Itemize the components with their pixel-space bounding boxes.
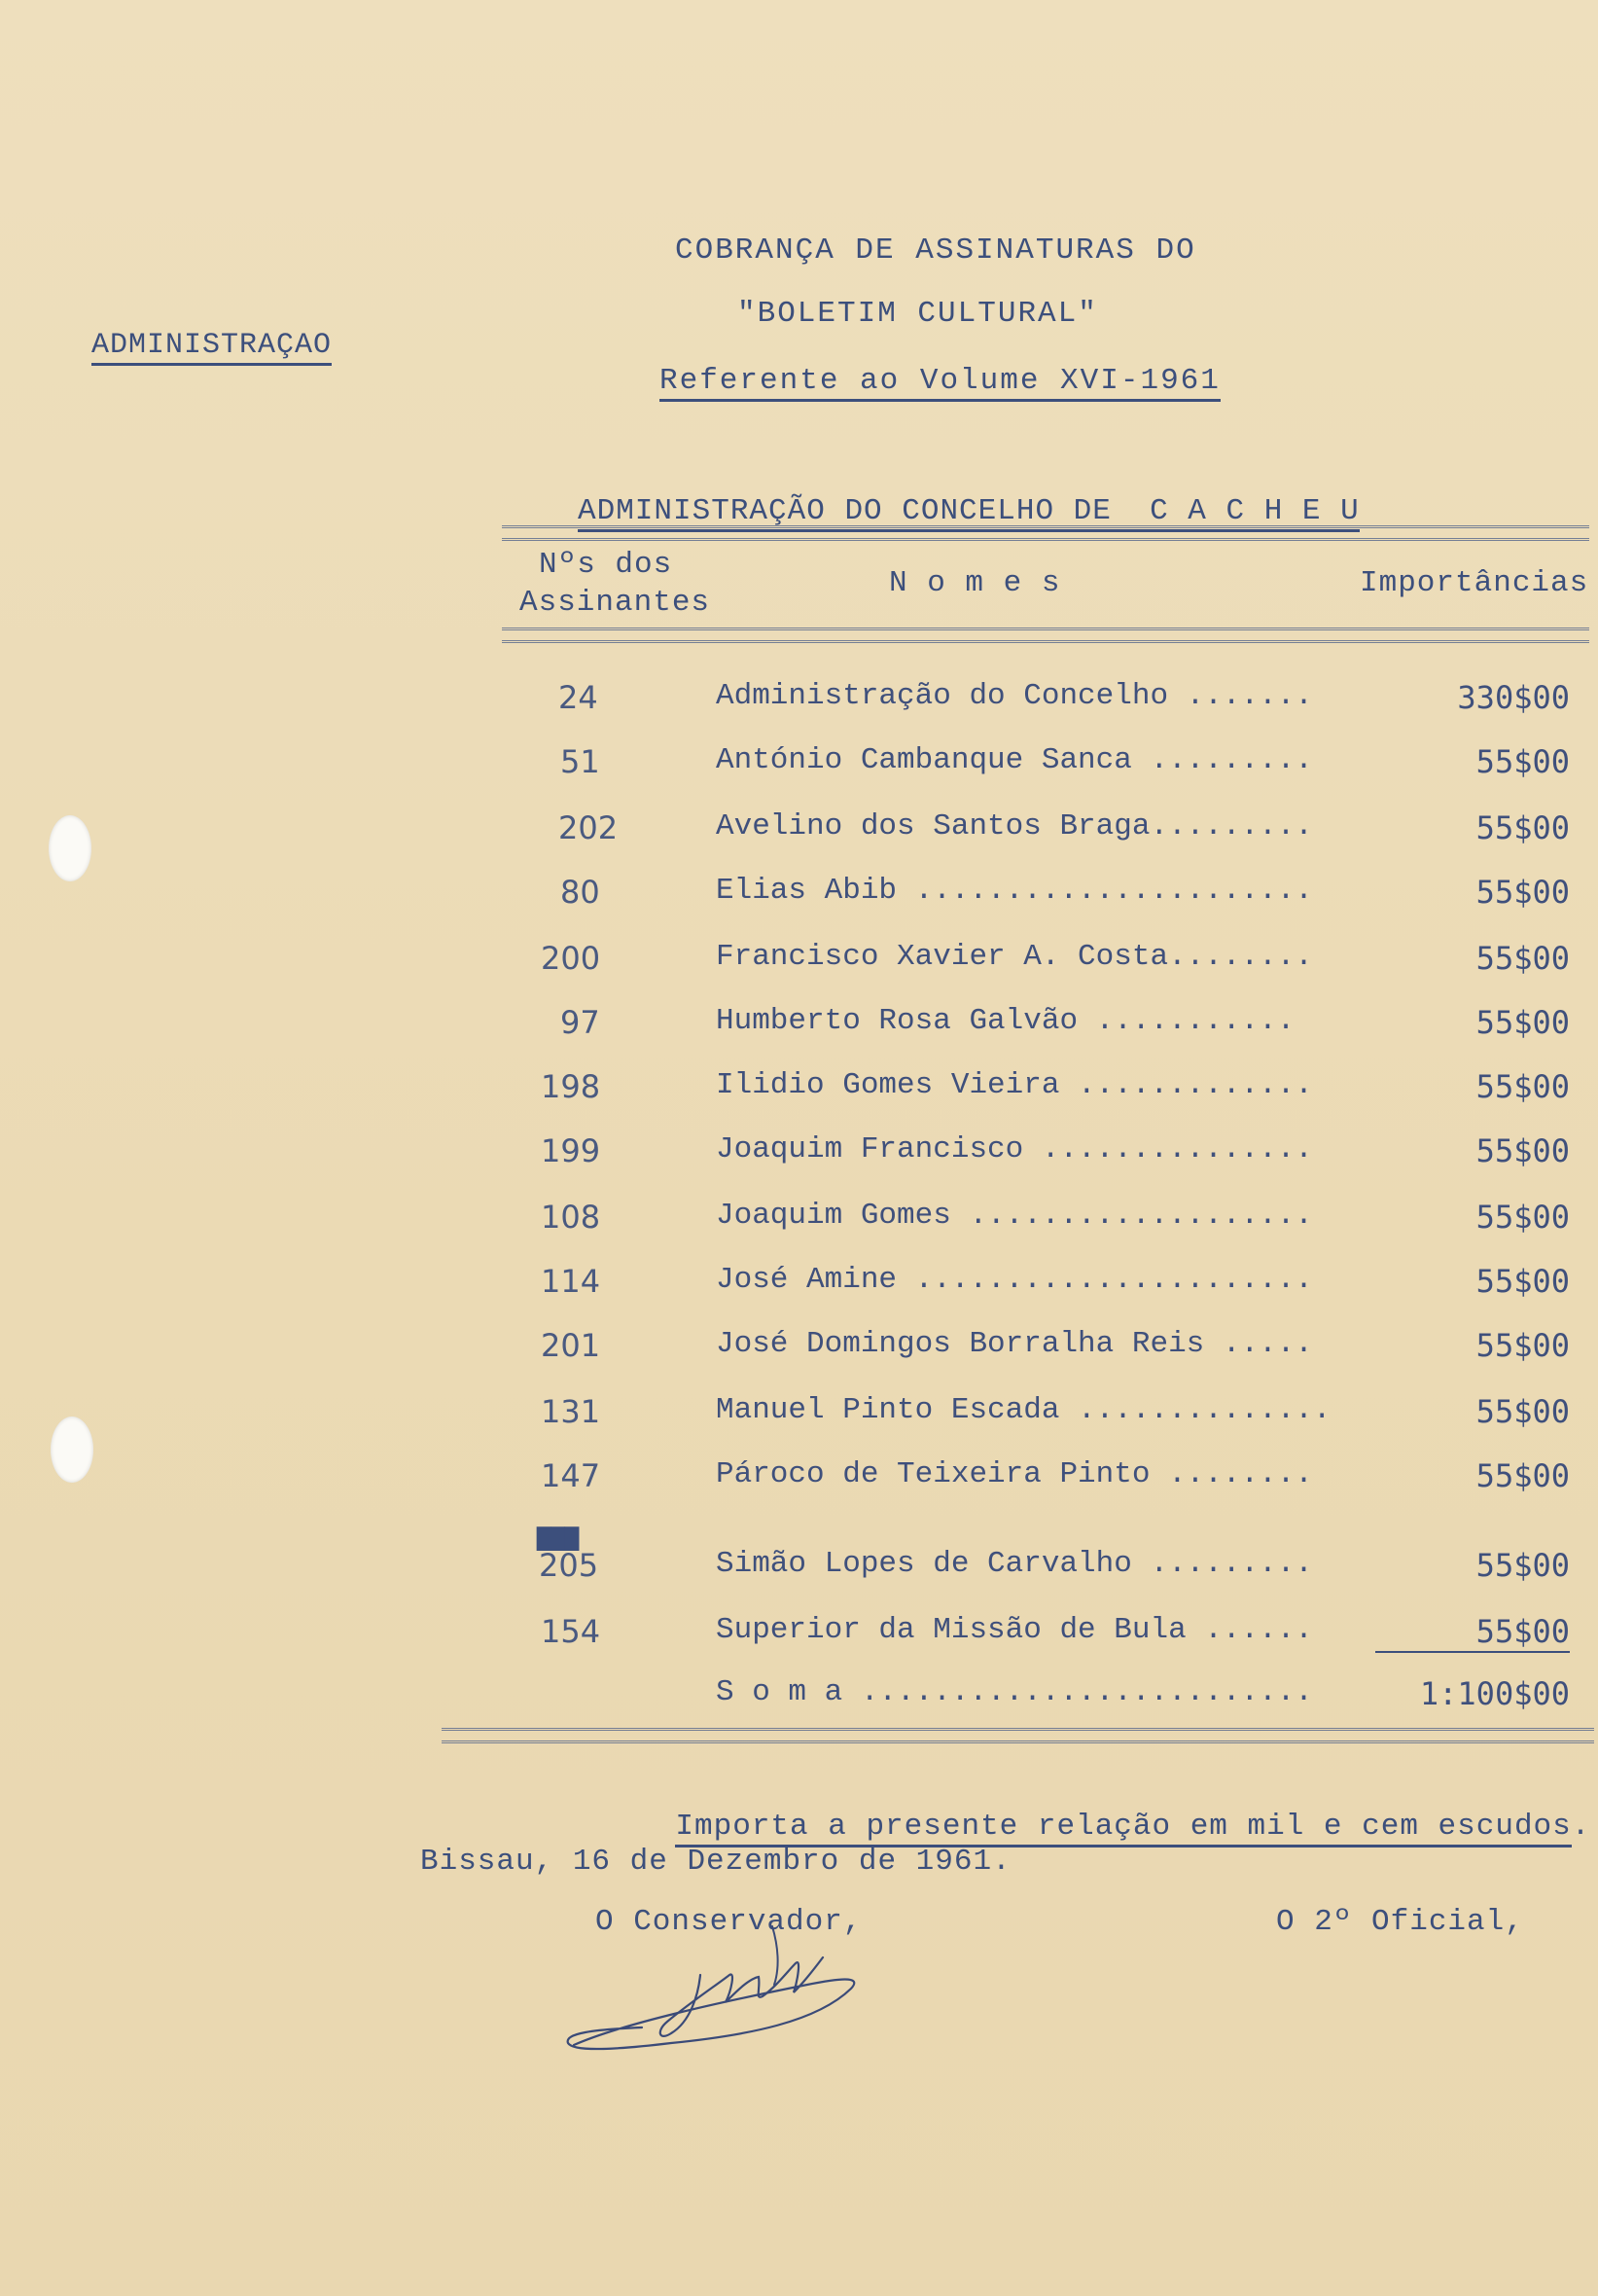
row-name: José Amine ...................... xyxy=(716,1263,1313,1297)
row-name: Ilidio Gomes Vieira ............. xyxy=(716,1068,1313,1102)
row-number: 199 xyxy=(541,1132,601,1169)
row-number: 200 xyxy=(541,940,601,977)
statement-period: . xyxy=(1571,1810,1591,1844)
column-header-number-2: Assinantes xyxy=(519,586,711,620)
row-number: 198 xyxy=(541,1068,601,1105)
row-name: Elias Abib ...................... xyxy=(716,874,1313,908)
title-line-2: "BOLETIM CULTURAL" xyxy=(737,297,1098,331)
signatory-left: O Conservador, xyxy=(595,1905,863,1939)
row-amount: 55$00 xyxy=(1375,1613,1570,1653)
sum-label: S o m a ......................... xyxy=(716,1675,1313,1709)
row-name: Pároco de Teixeira Pinto ........ xyxy=(716,1457,1313,1491)
row-number: 24 xyxy=(558,679,598,716)
row-number: 205 xyxy=(539,1547,599,1584)
row-name: Administração do Concelho ....... xyxy=(716,679,1313,713)
rule-top xyxy=(502,525,1589,541)
row-amount: 55$00 xyxy=(1475,1457,1570,1494)
row-amount: 55$00 xyxy=(1475,1132,1570,1169)
rule-header xyxy=(502,628,1589,643)
row-number: 202 xyxy=(558,809,619,846)
row-name: Superior da Missão de Bula ...... xyxy=(716,1613,1313,1647)
row-amount: 55$00 xyxy=(1475,1263,1570,1300)
row-number: 131 xyxy=(541,1393,601,1430)
row-name: Humberto Rosa Galvão ........... xyxy=(716,1004,1296,1038)
row-amount: 55$00 xyxy=(1475,940,1570,977)
row-amount: 330$00 xyxy=(1457,679,1570,716)
row-name: António Cambanque Sanca ......... xyxy=(716,743,1313,777)
row-name: Simão Lopes de Carvalho ......... xyxy=(716,1547,1313,1581)
column-header-number-1: Nºs dos xyxy=(539,548,673,582)
row-number: 108 xyxy=(541,1199,601,1236)
rule-bottom xyxy=(442,1728,1594,1743)
signature-stroke xyxy=(660,1957,823,2036)
column-header-names: N o m e s xyxy=(889,566,1061,600)
punch-hole-bottom xyxy=(51,1417,93,1483)
place-date: Bissau, 16 de Dezembro de 1961. xyxy=(420,1845,1012,1879)
punch-hole-top xyxy=(49,815,91,881)
column-header-amounts: Importâncias xyxy=(1360,566,1589,600)
row-amount: 55$00 xyxy=(1475,1004,1570,1041)
sum-amount: 1:100$00 xyxy=(1419,1675,1570,1712)
row-amount: 55$00 xyxy=(1475,874,1570,911)
title-line-1: COBRANÇA DE ASSINATURAS DO xyxy=(675,233,1196,268)
row-number: 147 xyxy=(541,1457,601,1494)
row-amount: 55$00 xyxy=(1475,809,1570,846)
row-amount: 55$00 xyxy=(1475,1547,1570,1584)
row-name: Avelino dos Santos Braga......... xyxy=(716,809,1313,843)
row-name: Manuel Pinto Escada .............. xyxy=(716,1393,1332,1427)
table-caption: ADMINISTRAÇÃO DO CONCELHO DE C A C H E U xyxy=(578,494,1360,532)
row-number: 51 xyxy=(560,743,600,780)
title-line-3: Referente ao Volume XVI-1961 xyxy=(659,364,1221,402)
handwritten-signature xyxy=(554,1907,875,2072)
administration-header: ADMINISTRAÇAO xyxy=(91,329,332,366)
row-name: Francisco Xavier A. Costa........ xyxy=(716,940,1313,974)
row-amount: 55$00 xyxy=(1475,1327,1570,1364)
row-name: Joaquim Gomes ................... xyxy=(716,1199,1313,1233)
row-amount: 55$00 xyxy=(1475,1393,1570,1430)
row-name: José Domingos Borralha Reis ..... xyxy=(716,1327,1313,1361)
row-amount: 55$00 xyxy=(1475,1068,1570,1105)
signatory-right: O 2º Oficial, xyxy=(1276,1905,1524,1939)
amount-statement-text: Importa a presente relação em mil e cem escudos xyxy=(675,1810,1571,1848)
row-name: Joaquim Francisco ............... xyxy=(716,1132,1313,1166)
row-number: 114 xyxy=(541,1263,601,1300)
overtyped-correction-mark: ▇▇▇ xyxy=(537,1526,580,1553)
row-number: 154 xyxy=(541,1613,601,1650)
row-amount: 55$00 xyxy=(1475,743,1570,780)
row-number: 97 xyxy=(560,1004,600,1041)
row-amount: 55$00 xyxy=(1475,1199,1570,1236)
signature-stroke xyxy=(772,1926,778,1985)
row-number: 80 xyxy=(560,874,600,911)
row-number: 201 xyxy=(541,1327,601,1364)
